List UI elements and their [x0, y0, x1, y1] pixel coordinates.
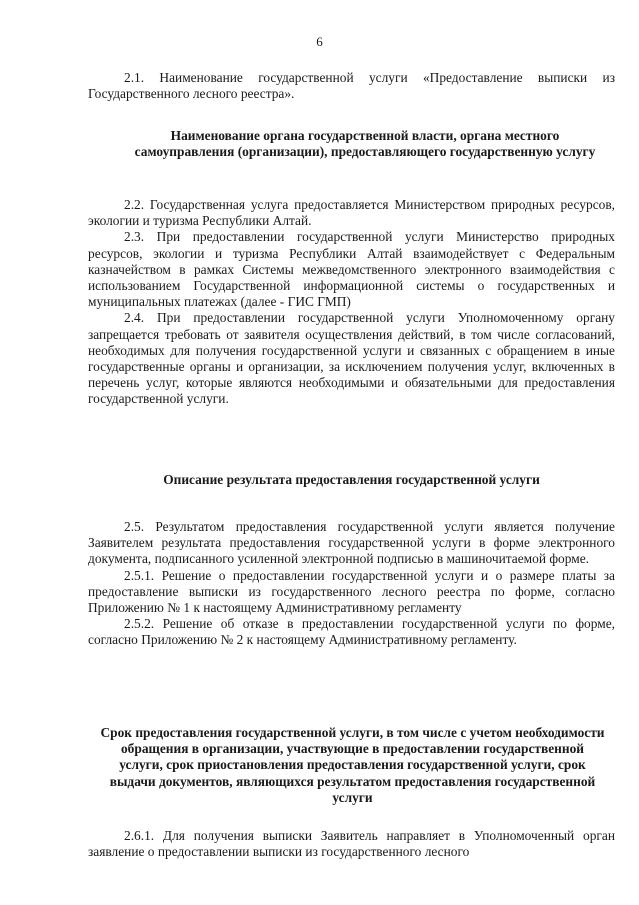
- paragraph-2-4: 2.4. При предоставлении государственной услуги Уполномоченному органу запрещается требовать от заявителя осуществления действий, в том числе согласований, необходимых для получения государственной услуги и связанных с обращением в иные государственные органы и организации, за исключением получения услуг, включенных в перечень услуг, которые являются необходимыми и обязательными для предоставления государственной услуги.: [88, 310, 615, 407]
- paragraph-2-2: 2.2. Государственная услуга предоставляется Министерством природных ресурсов, экологии и туризма Республики Алтай.: [88, 197, 615, 229]
- paragraph-2-1: 2.1. Наименование государственной услуги «Предоставление выписки из Государственного лесного реестра».: [88, 70, 615, 102]
- paragraph-2-5: 2.5. Результатом предоставления государственной услуги является получение Заявителем результата предоставления государственной услуги в форме электронного документа, подписанного усиленной электронной подписью в машиночитаемой форме.: [88, 519, 615, 567]
- page-number: 6: [316, 34, 323, 49]
- section-2-6-1: [88, 828, 615, 860]
- section-2-2-to-2-4: [88, 197, 615, 408]
- heading-term-block: [100, 725, 605, 806]
- heading-organ: Наименование органа государственной власти, органа местного самоуправления (организации), предоставляющего государственную услугу: [134, 128, 596, 160]
- paragraph-2-3: 2.3. При предоставлении государственной услуги Министерство природных ресурсов, экологии и туризма Республики Алтай взаимодействует с Федеральным казначейством в рамках Системы межведомственного электронного взаимодействия с использованием Государственной информационной системы о государственных и муниципальных платежах (далее - ГИС ГМП): [88, 229, 615, 310]
- heading-result: Описание результата предоставления государственной услуги: [163, 472, 540, 487]
- paragraph-2-5-1: 2.5.1. Решение о предоставлении государственной услуги и о размере платы за предоставление выписки из государственного лесного реестра по форме, согласно Приложению № 1 к настоящему Административному регламенту: [88, 567, 615, 616]
- section-2-1: [88, 70, 615, 102]
- paragraph-2-5-2: 2.5.2. Решение об отказе в предоставлении государственной услуги по форме, согласно Приложению № 2 к настоящему Административному регламенту.: [88, 616, 615, 648]
- heading-term: Срок предоставления государственной услуги, в том числе с учетом необходимости обращения в организации, участвующие в предоставлении государственной услуги, срок приостановления предоставления государственной услуги, срок выдачи документов, являющихся результатом предоставления государственной услуги: [100, 725, 605, 805]
- section-2-5: [88, 519, 615, 649]
- heading-result-block: [88, 472, 615, 488]
- paragraph-2-6-1: 2.6.1. Для получения выписки Заявитель направляет в Уполномоченный орган заявление о предоставлении выписки из государственного лесного: [88, 828, 615, 860]
- heading-organ-block: [120, 128, 610, 160]
